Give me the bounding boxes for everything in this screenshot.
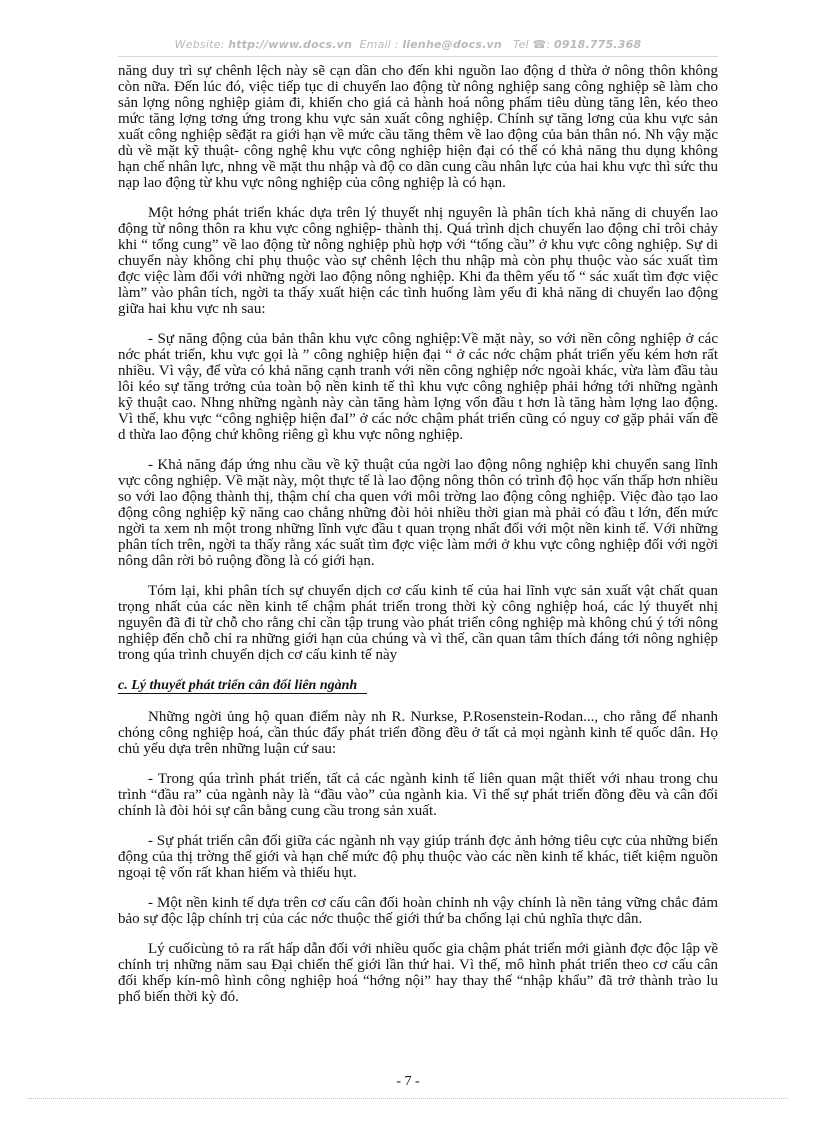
section-heading-text: c. Lý thuyết phát triển cân đối liên ngành <box>118 678 367 694</box>
page-number: - 7 - <box>396 1074 420 1089</box>
paragraph: - Sự phát triển cân đối giữa các ngành nh vạy giúp tránh đợc ảnh hởng tiêu cực của những biến động của thị trờng thế giới và hạn chế mức độ phụ thuộc vào các nền kinh tế khác, tiết kiệm nguồn ngoại tệ vốn rất khan hiếm và thiếu hụt. <box>118 833 718 881</box>
email-link[interactable]: lienhe@docs.vn <box>402 38 502 51</box>
paragraph: Những ngời ủng hộ quan điểm này nh R. Nurkse, P.Rosenstein-Rodan..., cho rằng để nhanh chóng công nghiệp hoá, cần thúc đẩy phát triển đồng đều ở tất cả mọi ngành kinh tế quốc dân. Họ chủ yếu dựa trên những luận cứ sau: <box>118 709 718 757</box>
page-header <box>0 38 816 51</box>
section-heading <box>118 677 718 695</box>
paragraph: - Trong qúa trình phát triển, tất cả các ngành kinh tế liên quan mật thiết với nhau trong chu trình “đầu ra” của ngành này là “đầu vào” của ngành kia. Vì thế sự phát triển đồng đều và cân đối chính là đòi hỏi sự cân bằng cung cầu trong sản xuất. <box>118 771 718 819</box>
tel-number: 0918.775.368 <box>554 38 642 51</box>
footer-divider <box>28 1098 788 1099</box>
paragraph: Một hớng phát triển khác dựa trên lý thuyết nhị nguyên là phân tích khả năng di chuyển lao động từ nông thôn ra khu vực công nghiệp- thành thị. Quá trình dịch chuyển lao động chỉ trôi chảy khi “ tổng cung” về lao động từ nông nghiệp phù hợp với “tổng cầu” ở khu vực công nghiệp. Sự di chuyển này không chỉ phụ thuộc vào sự chênh lệch thu nhập mà còn phụ thuộc vào sác xuất tìm đợc việc làm đối với những ngời lao động nông nghiệp. Khi đa thêm yếu tố “ sác xuất tìm đợc việc làm” vào phân tích, ngời ta thấy xuất hiện các tình huống làm yếu đi khả năng di chuyển lao động giữa hai khu vực nh sau: <box>118 205 718 317</box>
paragraph: - Một nền kinh tế dựa trên cơ cấu cân đối hoàn chỉnh nh vậy chính là nền tảng vững chắc đảm bảo sự độc lập chính trị của các nớc thuộc thế giới thứ ba chống lại chủ nghĩa thực dân. <box>118 895 718 927</box>
document-body <box>118 63 718 1005</box>
email-label: Email : <box>359 38 399 51</box>
header-divider <box>118 56 718 57</box>
paragraph: Tóm lại, khi phân tích sự chuyển dịch cơ cấu kinh tế của hai lĩnh vực sản xuất vật chất quan trọng nhất của các nền kinh tế chậm phát triển trong thời kỳ công nghiệp hoá, các lý thuyết nhị nguyên đã đi từ chỗ cho rằng chỉ cần tập trung vào phát triển công nghiệp mà không chú ý tới nông nghiệp đến chỗ chỉ ra những giới hạn của chúng và vì thế, cần quan tâm thích đáng tới nông nghiệp trong qúa trình chuyển dịch cơ cấu kinh tế này <box>118 583 718 663</box>
website-link[interactable]: http://www.docs.vn <box>228 38 353 51</box>
paragraph: - Khả năng đáp ứng nhu cầu về kỹ thuật của ngời lao động nông nghiệp khi chuyển sang lĩnh vực công nghiệp. Về mặt này, một thực tế là lao động nông thôn có trình độ học vấn thấp hơn nhiều so với lao động thành thị, thậm chí cha quen với môi trờng lao động công nghiệp. Việc đào tạo lao động công nghiệp kỹ năng cao chẳng những đòi hỏi nhiều thời gian mà phải có đầu t lớn, đến mức ngời ta xem nh một trong những lĩnh vực đầu t quan trọng nhất đối với một nền kinh tế. Với những phân tích trên, ngời ta thấy rằng xác suất tìm đợc việc làm mới ở khu vực công nghiệp đối với ngời nông dân rời bỏ ruộng đồng là có giới hạn. <box>118 457 718 569</box>
paragraph: - Sự năng động của bản thân khu vực công nghiệp:Về mặt này, so với nền công nghiệp ở các nớc phát triển, khu vực gọi là ” công nghiệp hiện đại “ ở các nớc chậm phát triển yếu kém hơn rất nhiều. Vì vậy, để vừa có khả năng cạnh tranh với nền công nghiệp nớc ngoài khác, vừa làm đầu tàu lôi kéo sự tăng trởng của toàn bộ nền kinh tế thì khu vực công nghiệp phải hớng tới những ngành kỹ thuật cao. Nhng những ngành này càn tăng hàm lợng vốn đầu t hơn là tăng hàm lợng lao động. Vì thế, khu vực “công nghiệp hiện đaI” ở các nớc chậm phát triển cũng có nguy cơ gặp phải vấn đề d thừa lao động chứ không riêng gì khu vực nông nghiệp. <box>118 331 718 443</box>
tel-label: Tel ☎: <box>513 38 551 51</box>
paragraph: năng duy trì sự chênh lệch này sẽ cạn dần cho đến khi nguồn lao động d thừa ở nông thôn không còn nữa. Đến lúc đó, việc tiếp tục di chuyển lao động từ nông nghiệp sang công nghiệp sẽ làm cho sản lợng nông nghiệp giảm đi, khiến cho giá cả hành hoá nông phẩm tiêu dùng tăng lên, kéo theo mức tăng lợng tơng ứng trong khu vực sản xuất công nghiệp. Chính sự tăng lơng của khu vực sản xuất công nghiệp sẽđặt ra giới hạn về mức cầu tăng thêm về lao động của bản thân nó. Nh vậy mặc dù về mặt kỹ thuật- công nghệ khu vực công nghiệp hiện đại có thể có khả năng thu dụng không hạn chế nhân lực, nhng về mặt thu nhập và độ co dãn cung cầu nhân lực của hai khu vực thì sức thu nạp lao động từ khu vực nông nghiệp của công nghiệp là có hạn. <box>118 63 718 191</box>
paragraph: Lý cuốicùng tỏ ra rất hấp dẫn đối với nhiều quốc gia chậm phát triển mới giành đợc độc lập về chính trị những năm sau Đại chiến thế giới lần thứ hai. Vì thế, mô hình phát triển theo cơ cấu cân đối khếp kín-mô hình công nghiệp hoá “hớng nội” hay thay thế “nhập khẩu” đã trở thành trào lu phổ biến thời kỳ đó. <box>118 941 718 1005</box>
website-label: Website: <box>174 38 225 51</box>
